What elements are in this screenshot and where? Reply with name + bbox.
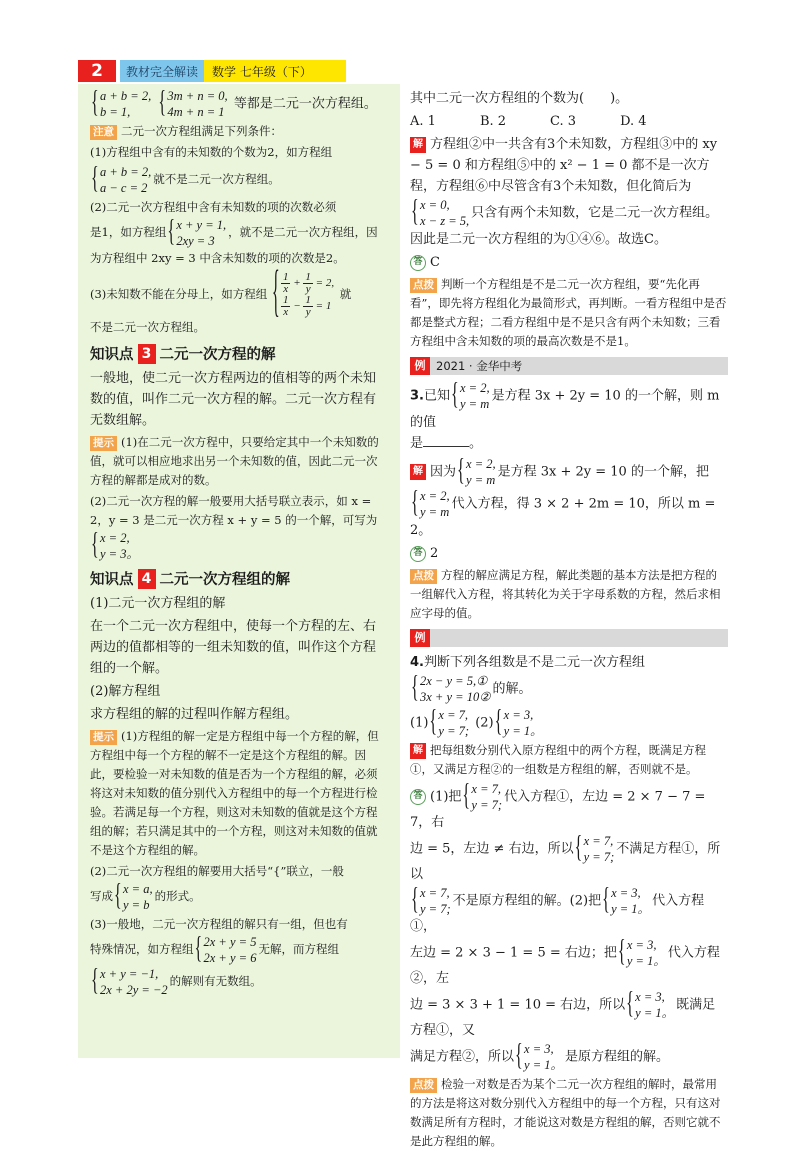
page-header — [78, 60, 346, 82]
q4-stem: 4.判断下列各组数是不是二元一次方程组 { 2x − y = 5,① 3x + y = 10②的解。 — [410, 652, 728, 705]
knowledge-point-4-title: 知识点 4 二元一次方程组的解 — [90, 570, 290, 588]
q3-hint: 点拨 方程的解应满足方程，解此类题的基本方法是把方程的一组解代入方程，将其转化为关于字母系数的方程，然后求相应字母的值。 — [410, 568, 721, 620]
condition-1-example: { a + b = 2, a − c = 2就不是二元一次方程组。 — [90, 164, 388, 196]
fraction-system: { $\frac{1}{x}$ + $\frac{1}{y}$ = 2, $\frac{1}{x}$ − $\frac{1}{y}$ = 1 — [273, 272, 334, 318]
option-a: A. 1 — [410, 114, 436, 129]
right-column — [410, 84, 728, 1148]
tip-tag: 提示 — [90, 436, 117, 451]
q3-answer: 答 2 — [410, 543, 728, 564]
q3-solution: 解 因为{ x = 2, y = m是方程 3x + 2y = 10 的一个解，把 { x = 2, y = m代入方程，得 3 × 2 + 2m = 10，所以 m = 2。 — [410, 456, 728, 541]
kp4-section-2-title: (2)解方程组 — [90, 684, 161, 699]
answer-blank — [423, 433, 469, 447]
condition-2: (2)二元一次方程组中含有未知数的项的次数必须 是1，如方程组{ x + y = 1, 2xy = 3，就不是二元一次方程组，因 为方程组中 2xy = 3 中含未知数的项的次数是2。 — [90, 198, 388, 268]
note-block: 注意 二元一次方程组满足下列条件： — [90, 122, 388, 141]
subject-title: 数学 七年级（下） — [204, 60, 346, 82]
left-column — [78, 84, 400, 1058]
q4-options: (1){ x = 7, y = 7; (2){ x = 3, y = 1。 — [410, 707, 728, 739]
tip-3-2: (2)二元一次方程的解一般要用大括号联立表示，如 x = 2，y = 3 是二元一次方程 x + y = 5 的一个解，可写为{ x = 2, y = 3。 — [90, 492, 388, 562]
q3-stem: 3.已知{ x = 2, y = m是方程 3x + 2y = 10 的一个解，则 m 的值 是 。 — [410, 380, 728, 454]
tip-4-3: (3)一般地，二元一次方程组的解只有一组，但也有 特殊情况，如方程组{ 2x + y = 5 2x + y = 6无解，而方程组 { x + y = −1, 2x + 2y = −2的解则有无数组。 — [90, 915, 388, 998]
page-number: 2 — [78, 60, 116, 82]
q4-solution: 解 把每组数分别代入原方程组中的两个方程，既满足方程①，又满足方程②的一组数是方程组的解，否则就不是。 — [410, 743, 706, 776]
book-title: 教材完全解读 — [120, 60, 204, 82]
tip-4-1: 提示 (1)方程组的解一定是方程组中每一个方程的解，但方程组中每一个方程的解不一定是这个方程组的解。因此，要检验一对未知数的值是否为一个方程组的解，必须将这对未知数的值分别代入方程组中的每一个方程进行检验。若满足每一个方程，则这对未知数的值就是这个方程组的解；若只满足其中的一个方程，则这对未知数的值就不是这个方程组的解。 — [90, 729, 379, 857]
condition-3: (3)未知数不能在分母上，如方程组 { $\frac{1}{x}$ + $\frac{1}{y}$ = 2, $\frac{1}{x}$ − $\frac{1}{y}$ = 1 就 不是二元一次方程组。 — [90, 272, 388, 337]
tip-3-1: 提示 (1)在二元一次方程中，只要给定其中一个未知数的值，就可以相应地求出另一个未知数的值，因此二元一次方程的解都是成对的数。 — [90, 435, 379, 487]
option-d: D. 4 — [620, 114, 647, 129]
example-4-bar: 例 — [410, 629, 728, 647]
example-3-bar: 例 2021 · 金华中考 — [410, 357, 728, 375]
q2-options — [410, 111, 728, 132]
intro-system-1: { a + b = 2, b = 1, — [92, 88, 151, 120]
note-tag: 注意 — [90, 125, 117, 140]
knowledge-point-3-text: 一般地，使二元一次方程两边的值相等的两个未知数的值，叫作二元一次方程的解。二元一次方程有无数组解。 — [90, 371, 377, 428]
intro-systems: { a + b = 2, b = 1, { 3m + n = 0, 4m + n = 1 等都是二元一次方程组。 — [90, 88, 388, 120]
q2-solution: 解 方程组②中一共含有3个未知数，方程组③中的 xy − 5 = 0 和方程组⑤中的 x² − 1 = 0 都不是一次方程，方程组⑥中尽管含有3个未知数，但化简后为 { x = 0, x − z = 5,只含有两个未知数，它是二元一次方程组。因此是二元一次方程组的为①④⑥。故选C。 — [410, 134, 728, 250]
q2-hint: 点拨 判断一个方程组是不是二元一次方程组，要“先化再看”，即先将方程组化为最简形式，再判断。一看方程组中是否都是整式方程；二看方程组中是不是只含有两个未知数；三看方程组中含未知数的项的最高次数是不是1。 — [410, 277, 727, 348]
q4-hint: 点拨 检验一对数是否为某个二元一次方程组的解时，最常用的方法是将这对数分别代入方程组中的每一个方程，只有这对数满足所有方程时，才能说这对数是方程组的解，否则它就不是此方程组的解。 — [410, 1077, 721, 1148]
answer-tag: 答 — [410, 255, 426, 271]
kp4-section-1-title: (1)二元一次方程组的解 — [90, 596, 226, 611]
q2-stem: 其中二元一次方程组的个数为( )。 — [410, 91, 629, 106]
kp4-section-1-text: 在一个二元一次方程组中，使每一个方程的左、右两边的值都相等的一组未知数的值，叫作这个方程组的一个解。 — [90, 619, 377, 676]
solution-tag: 解 — [410, 137, 426, 153]
q4-answer: 答 (1)把{ x = 7, y = 7;代入方程①，左边 = 2 × 7 − 7 = 7，右 边 = 5，左边 ≠ 右边，所以{ x = 7, y = 7;不满足方程①，所以 { x = 7, y = 7;不是原方程组的解。(2)把{ x = 3, y = 1。代入方程①， 左边 = 2 × 3 − 1 = 5 = 右边；把{ x = 3, y = 1。代入方程②，左 边 = 3 × 3 + 1 = 10 = 右边，所以{ x = 3, y = 1。既满足方程①，又 满足方程②，所以{ x = 3, y = 1。是原方程组的解。 — [410, 781, 728, 1073]
hint-tag: 点拨 — [410, 278, 437, 293]
condition-1: (1)方程组中含有的未知数的个数为2，如方程组 — [90, 145, 333, 159]
kp4-section-2-text: 求方程组的解的过程叫作解方程组。 — [90, 707, 299, 722]
option-c: C. 3 — [550, 114, 577, 129]
option-b: B. 2 — [479, 114, 507, 129]
q2-answer: 答 C — [410, 252, 728, 273]
tip-4-2: (2)二元一次方程组的解要用大括号“{”联立，一般 写成{ x = a, y = b的形式。 — [90, 862, 388, 913]
knowledge-point-3-title: 知识点 3 二元一次方程的解 — [90, 345, 276, 363]
intro-system-2: { 3m + n = 0, 4m + n = 1 — [159, 88, 227, 120]
